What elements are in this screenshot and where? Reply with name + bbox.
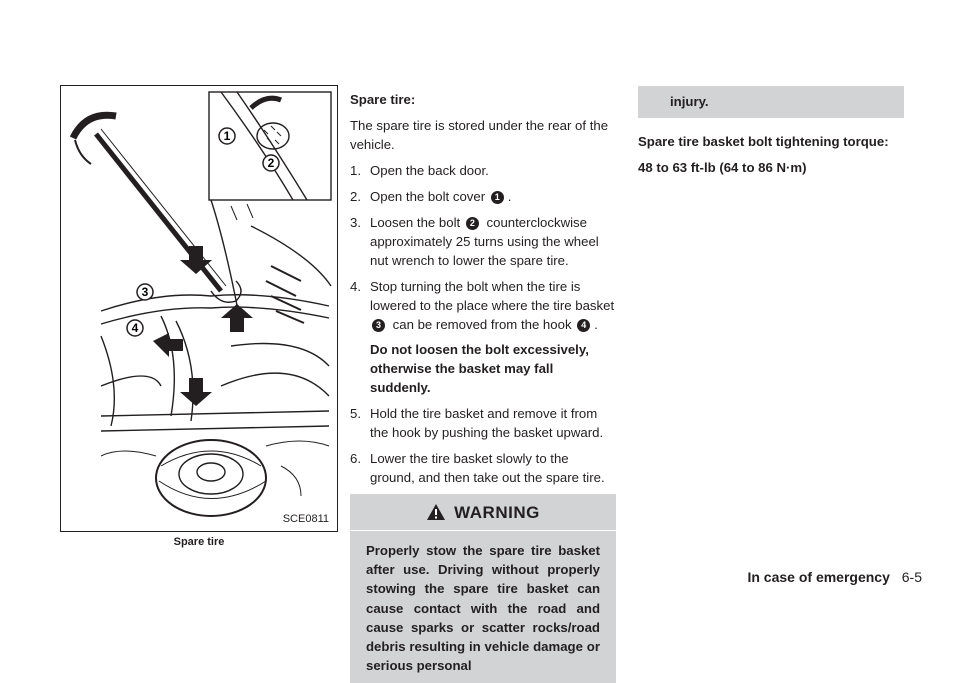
torque-value: 48 to 63 ft-lb (64 to 86 N·m) (638, 160, 807, 175)
column-2 (638, 86, 904, 184)
callout-3: 3 (141, 285, 149, 299)
callout-2: 2 (267, 156, 275, 170)
intro-text: The spare tire is stored under the rear of the vehicle. (350, 118, 609, 152)
warning-text: Properly stow the spare tire basket after use. Driving without properly stowing the spare tire basket can cause contact with the road and cause sparks or scatter rocks/road debris resulting in vehicle damage or serious personal (366, 543, 600, 674)
warning-box (350, 494, 616, 683)
callout-1: 1 (223, 129, 231, 143)
warning-continued: injury. (638, 86, 904, 118)
warning-header (350, 494, 616, 531)
ref-badge: 2 (466, 217, 479, 230)
torque-heading: Spare tire basket bolt tightening torque: (638, 134, 889, 149)
step-4: 4. Stop turning the bolt when the tire is lowered to the place where the tire basket 3 can be removed from the hook 4 . Do not loosen the bolt excessively, otherwise the basket may fall suddenly. (350, 279, 615, 395)
caution-text: Do not loosen the bolt excessively, otherwise the basket may fall suddenly. (370, 342, 589, 395)
step-1: 1. Open the back door. (350, 163, 489, 178)
warning-title: WARNING (454, 502, 540, 522)
footer-section: In case of emergency (747, 569, 890, 585)
ref-badge: 3 (372, 319, 385, 332)
figure-code: SCE0811 (282, 513, 329, 525)
step-2: 2. Open the bolt cover 1 . (350, 189, 512, 204)
section-heading: Spare tire: (350, 92, 416, 107)
column-1 (350, 90, 616, 683)
callout-4: 4 (131, 321, 139, 335)
spare-tire-illustration (61, 86, 337, 531)
step-5: 5. Hold the tire basket and remove it from the hook by pushing the basket upward. (350, 406, 604, 440)
page-footer (747, 569, 922, 585)
step-6: 6. Lower the tire basket slowly to the ground, and then take out the spare tire. (350, 451, 605, 485)
ref-badge: 1 (491, 191, 504, 204)
spare-tire-figure (60, 85, 338, 532)
step-3: 3. Loosen the bolt 2 counterclockwise approximately 25 turns using the wheel nut wrench to lower the spare tire. (350, 215, 599, 268)
figure-caption: Spare tire (173, 536, 225, 548)
warning-triangle-icon (426, 503, 446, 521)
ref-badge: 4 (577, 319, 590, 332)
page-number: 6-5 (901, 569, 922, 585)
